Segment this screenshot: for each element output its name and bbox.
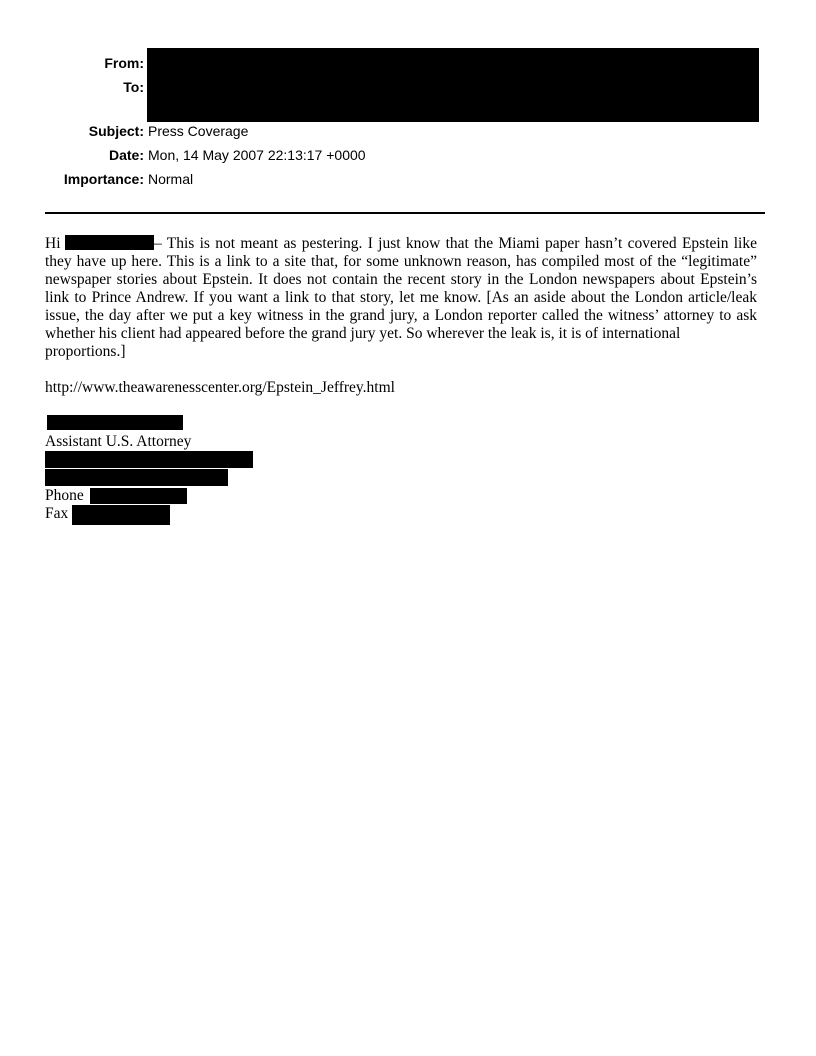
subject-value: Press Coverage <box>148 123 249 139</box>
subject-label: Subject: <box>88 123 144 139</box>
sender-name-redaction <box>47 415 183 430</box>
from-label: From: <box>104 55 144 71</box>
header-divider <box>45 212 765 214</box>
article-link[interactable]: http://www.theawarenesscenter.org/Epstein_Jeffrey.html <box>45 379 395 396</box>
body-line-1: – This is not meant as pestering. I just know that the Miami paper hasn’t covered Epstein like <box>154 235 757 252</box>
recipient-name-redaction <box>65 235 154 250</box>
fax-number-redaction <box>72 505 170 525</box>
importance-value: Normal <box>148 171 194 187</box>
body-line-6: whether his client had appeared before the grand jury yet. So wherever the leak is, it is of international <box>45 325 681 342</box>
from-to-redaction <box>147 48 759 122</box>
body-line-2: they have up here. This is a link to a site that, for some unknown reason, has compiled most of the “legitimate” <box>45 253 757 270</box>
body-line-4: link to Prince Andrew. If you want a link to that story, let me know. [As an aside about the London article/leak <box>45 289 757 306</box>
phone-label: Phone <box>45 487 84 504</box>
to-label: To: <box>123 79 144 95</box>
date-value: Mon, 14 May 2007 22:13:17 +0000 <box>148 147 366 163</box>
date-label: Date: <box>108 147 144 163</box>
body-line-5: issue, the day after we put a key witness in the grand jury, a London reporter called the witness’ attorney to ask <box>45 307 757 324</box>
body-line-3: newspaper stories about Epstein. It does not contain the recent story in the London newspapers about Epstein’s <box>45 271 757 288</box>
greeting: Hi <box>45 235 61 252</box>
body-line-7: proportions.] <box>45 343 126 360</box>
phone-number-redaction <box>90 488 187 504</box>
address-line-2-redaction <box>45 469 228 486</box>
fax-label: Fax <box>45 505 69 522</box>
address-line-1-redaction <box>45 451 253 468</box>
signature-title: Assistant U.S. Attorney <box>45 433 192 450</box>
importance-label: Importance: <box>63 171 144 187</box>
